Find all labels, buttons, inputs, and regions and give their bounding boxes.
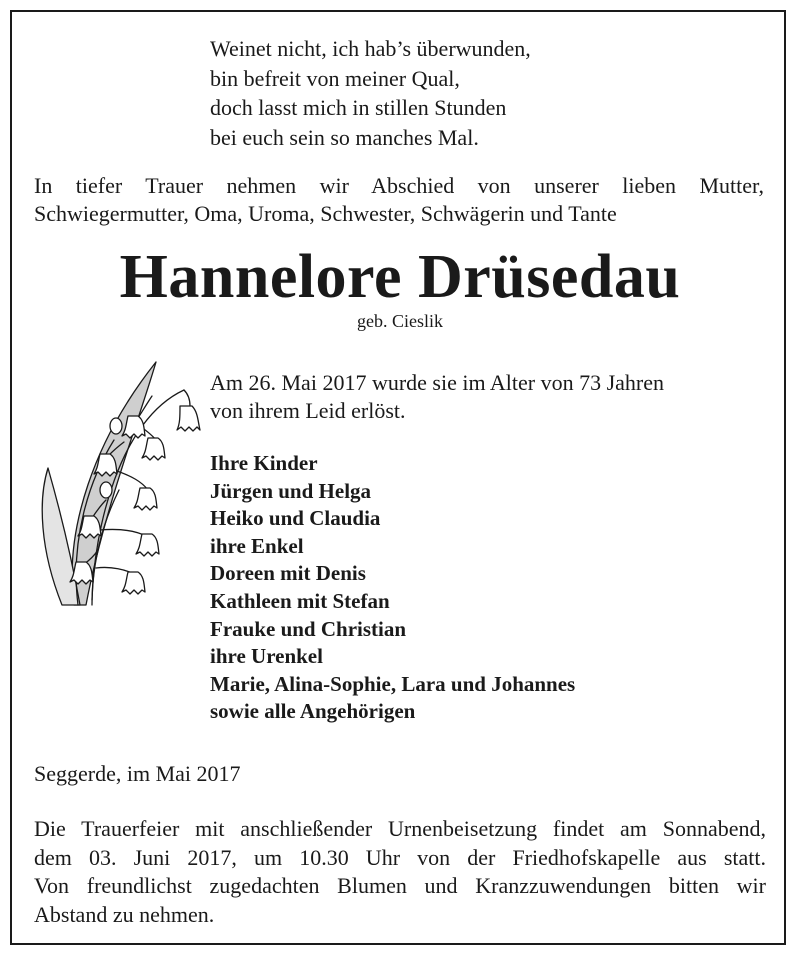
intro-line: Schwiegermutter, Oma, Uroma, Schwester, Schwägerin und Tante [34,201,617,226]
place-date: Seggerde, im Mai 2017 [34,761,241,786]
death-notice-line: von ihrem Leid erlöst. [210,398,406,423]
obituary-notice [10,10,786,945]
mourner-line: Frauke und Christian [210,616,407,641]
poem-line: bei euch sein so manches Mal. [210,124,479,150]
funeral-line: Von freundlichst zugedachten Blumen und Kranzzuwendungen bitten wir [34,873,766,898]
maiden-name: geb. Cieslik [357,311,443,331]
funeral-line: dem 03. Juni 2017, um 10.30 Uhr von der Friedhofskapelle aus statt. [34,844,766,870]
funeral-line: Die Trauerfeier mit anschließender Urnenbeisetzung findet am Sonnabend, [34,816,766,841]
lily-of-the-valley-icon [34,360,204,610]
intro-text [34,172,764,228]
poem-line: bin befreit von meiner Qual, [210,65,460,91]
mourner-line: Marie, Alina-Sophie, Lara und Johannes [210,671,576,696]
mourner-line: Kathleen mit Stefan [210,588,390,613]
mourner-line: Doreen mit Denis [210,561,366,586]
mourner-line: Jürgen und Helga [210,478,372,503]
mourner-line: Heiko und Claudia [210,506,381,531]
poem-line: doch lasst mich in stillen Stunden [210,95,507,120]
funeral-info [34,815,766,929]
death-notice [210,369,664,425]
death-notice-line: Am 26. Mai 2017 wurde sie im Alter von 73 Jahren [210,370,664,395]
intro-line: In tiefer Trauer nehmen wir Abschied von unserer lieben Mutter, [34,173,764,198]
poem [210,34,531,152]
mourner-line: Ihre Kinder [210,451,318,475]
mourner-line: ihre Urenkel [210,644,323,669]
deceased-name: Hannelore Drüsedau [119,243,681,311]
mourner-line: sowie alle Angehörigen [210,699,416,724]
mourner-line: ihre Enkel [210,533,304,558]
mourners-list [210,450,575,726]
poem-line: Weinet nicht, ich hab’s überwunden, [210,36,531,61]
funeral-line: Abstand zu nehmen. [34,901,215,927]
